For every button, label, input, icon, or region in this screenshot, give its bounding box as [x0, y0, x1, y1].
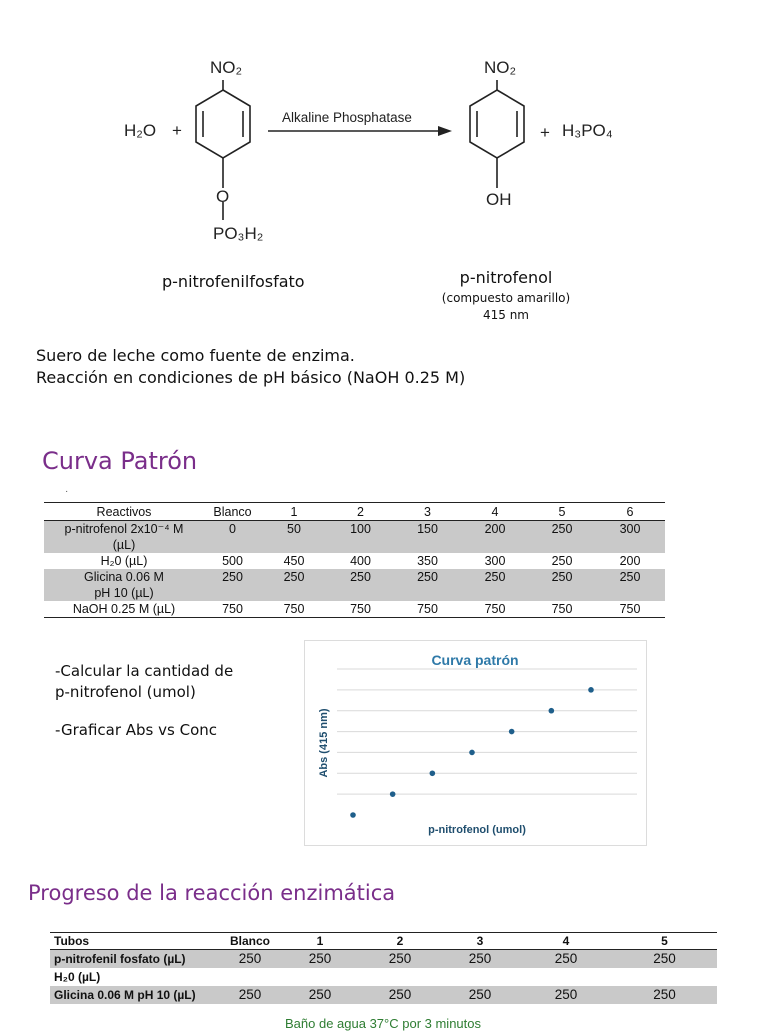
table-cell: 450 — [283, 554, 305, 568]
table-row — [50, 950, 717, 968]
row-label — [44, 569, 204, 601]
instruction-1-line-2: p-nitrofenol (umol) — [55, 683, 196, 701]
table-cell — [360, 968, 440, 986]
table-cell — [440, 968, 520, 986]
table-cell: 250 — [612, 986, 717, 1004]
header-cell: 1 — [316, 934, 324, 948]
table-cell: 150 — [394, 521, 461, 554]
table-cell: 250 — [461, 569, 529, 601]
header-cell: Blanco — [229, 934, 270, 948]
table-cell: 350 — [417, 554, 438, 568]
table-cell: 250 — [394, 569, 461, 601]
reaction-arrow — [268, 126, 452, 136]
phosphoric-acid: H₃PO₄ — [562, 121, 613, 140]
table-cell — [612, 968, 717, 986]
header-cell: 2 — [396, 934, 404, 948]
hydroxyl-group: OH — [486, 190, 512, 209]
row-label: Glicina 0.06 M pH 10 (µL) — [50, 986, 220, 1004]
table-cell: 250 — [360, 986, 440, 1004]
row-label: H₂0 (µL) — [54, 969, 101, 984]
table-cell: 100 — [327, 521, 394, 554]
curva-header-row — [44, 503, 665, 521]
row-label-line: pH 10 (µL) — [94, 586, 154, 600]
table-cell: 250 — [529, 569, 595, 601]
table-cell: 300 — [595, 521, 665, 554]
product-name: p-nitrofenol — [459, 268, 553, 287]
table-cell: 250 — [612, 950, 717, 968]
enzyme-label: Alkaline Phosphatase — [282, 110, 412, 125]
table-cell: 400 — [350, 554, 371, 568]
chart-frame — [304, 640, 647, 846]
row-label-line: Glicina 0.06 M — [84, 570, 164, 584]
table-cell: 750 — [551, 602, 573, 616]
data-point — [509, 729, 515, 735]
table-cell: 200 — [461, 521, 529, 554]
note-line-2: Reacción en condiciones de pH básico (NaOH 0.25 M) — [36, 368, 466, 387]
row-label — [44, 601, 204, 618]
table-cell: 750 — [417, 602, 438, 616]
curva-table — [44, 502, 665, 618]
table-row — [44, 601, 665, 618]
table-row — [50, 986, 717, 1004]
curva-title: Curva Patrón — [42, 447, 198, 475]
table-cell: 50 — [261, 521, 327, 554]
notes — [36, 345, 465, 389]
reactant-water: H₂O — [124, 121, 157, 140]
table-cell: 250 — [261, 569, 327, 601]
table-cell: 250 — [595, 569, 665, 601]
instruction-2: -Graficar Abs vs Conc — [55, 721, 217, 739]
oxygen-atom: O — [216, 187, 230, 206]
header-cell: 3 — [424, 504, 431, 519]
substrate-name: p-nitrofenilfosfato — [162, 272, 305, 291]
instruction-1-line-1: -Calcular la cantidad de — [55, 662, 234, 680]
table-cell: 0 — [204, 521, 261, 554]
data-point — [588, 687, 594, 693]
row-label — [44, 521, 204, 554]
header-cell: Blanco — [213, 504, 252, 519]
progreso-table — [50, 932, 717, 1004]
table-cell: 750 — [222, 602, 243, 616]
table-cell: 200 — [619, 554, 641, 568]
chart-title: Curva patrón — [431, 652, 519, 668]
row-label-line: NaOH 0.25 M (µL) — [72, 602, 176, 616]
table-cell: 300 — [484, 554, 506, 568]
table-cell: 250 — [440, 986, 520, 1004]
table-row — [44, 553, 665, 569]
header-cell: Reactivos — [96, 504, 152, 519]
progreso-footnote: Baño de agua 37°C por 3 minutos — [285, 1016, 481, 1031]
header-cell: 1 — [290, 504, 298, 519]
benzene-ring-right — [470, 80, 524, 188]
row-label-line: (µL) — [112, 538, 136, 552]
row-label — [44, 553, 204, 569]
instructions — [55, 661, 233, 741]
table-cell: 250 — [220, 986, 280, 1004]
nitro-group-left: NO₂ — [210, 58, 243, 77]
progreso-header-row — [50, 933, 717, 950]
table-cell: 750 — [619, 602, 641, 616]
data-point — [469, 750, 475, 756]
table-cell: 250 — [280, 986, 360, 1004]
row-label-line: p-nitrofenol 2x10⁻⁴ M — [64, 522, 184, 536]
table-cell: 250 — [204, 569, 261, 601]
plus-sign-2: + — [540, 123, 550, 142]
table-row — [50, 968, 717, 986]
table-cell: 250 — [220, 950, 280, 968]
plus-sign-1: + — [172, 121, 182, 140]
table-cell: 250 — [327, 569, 394, 601]
note-line-1: Suero de leche como fuente de enzima. — [36, 346, 355, 365]
table-cell: 250 — [551, 554, 573, 568]
chart-svg — [305, 641, 646, 845]
data-point — [350, 812, 356, 818]
table-cell — [280, 968, 360, 986]
table-cell: 250 — [529, 521, 595, 554]
table-cell: 250 — [520, 986, 612, 1004]
data-point — [549, 708, 555, 714]
header-cell: 4 — [491, 504, 499, 519]
table-cell — [220, 968, 280, 986]
data-point — [430, 770, 436, 776]
table-cell: 250 — [520, 950, 612, 968]
chart-xlabel: p-nitrofenol (umol) — [428, 824, 526, 836]
dot-mark: · — [65, 486, 69, 497]
table-cell: 250 — [440, 950, 520, 968]
phosphate-group: PO₃H₂ — [213, 224, 264, 243]
table-row — [44, 569, 665, 601]
table-cell: 250 — [360, 950, 440, 968]
table-cell: 500 — [222, 554, 243, 568]
header-cell: 5 — [661, 934, 668, 948]
table-row — [44, 521, 665, 554]
table-cell: 250 — [280, 950, 360, 968]
header-cell: 2 — [357, 504, 364, 519]
header-cell: 3 — [476, 934, 484, 948]
row-label-line: H₂0 (µL) — [100, 554, 148, 568]
progreso-title: Progreso de la reacción enzimática — [28, 881, 396, 905]
nitro-group-right: NO₂ — [484, 58, 517, 77]
product-note: (compuesto amarillo) — [441, 291, 571, 305]
table-cell: 750 — [350, 602, 371, 616]
reaction-svg — [0, 0, 768, 330]
table-cell — [520, 968, 612, 986]
header-cell: 5 — [558, 504, 566, 519]
data-point — [390, 791, 396, 797]
header-cell: 6 — [626, 504, 634, 519]
chart-ylabel: Abs (415 nm) — [318, 708, 330, 778]
product-wavelength: 415 nm — [482, 308, 529, 322]
table-cell: 750 — [484, 602, 506, 616]
header-cell: 4 — [562, 934, 570, 948]
table-cell: 750 — [283, 602, 305, 616]
row-label: p-nitrofenil fosfato (µL) — [50, 950, 220, 968]
header-cell: Tubos — [54, 934, 90, 948]
